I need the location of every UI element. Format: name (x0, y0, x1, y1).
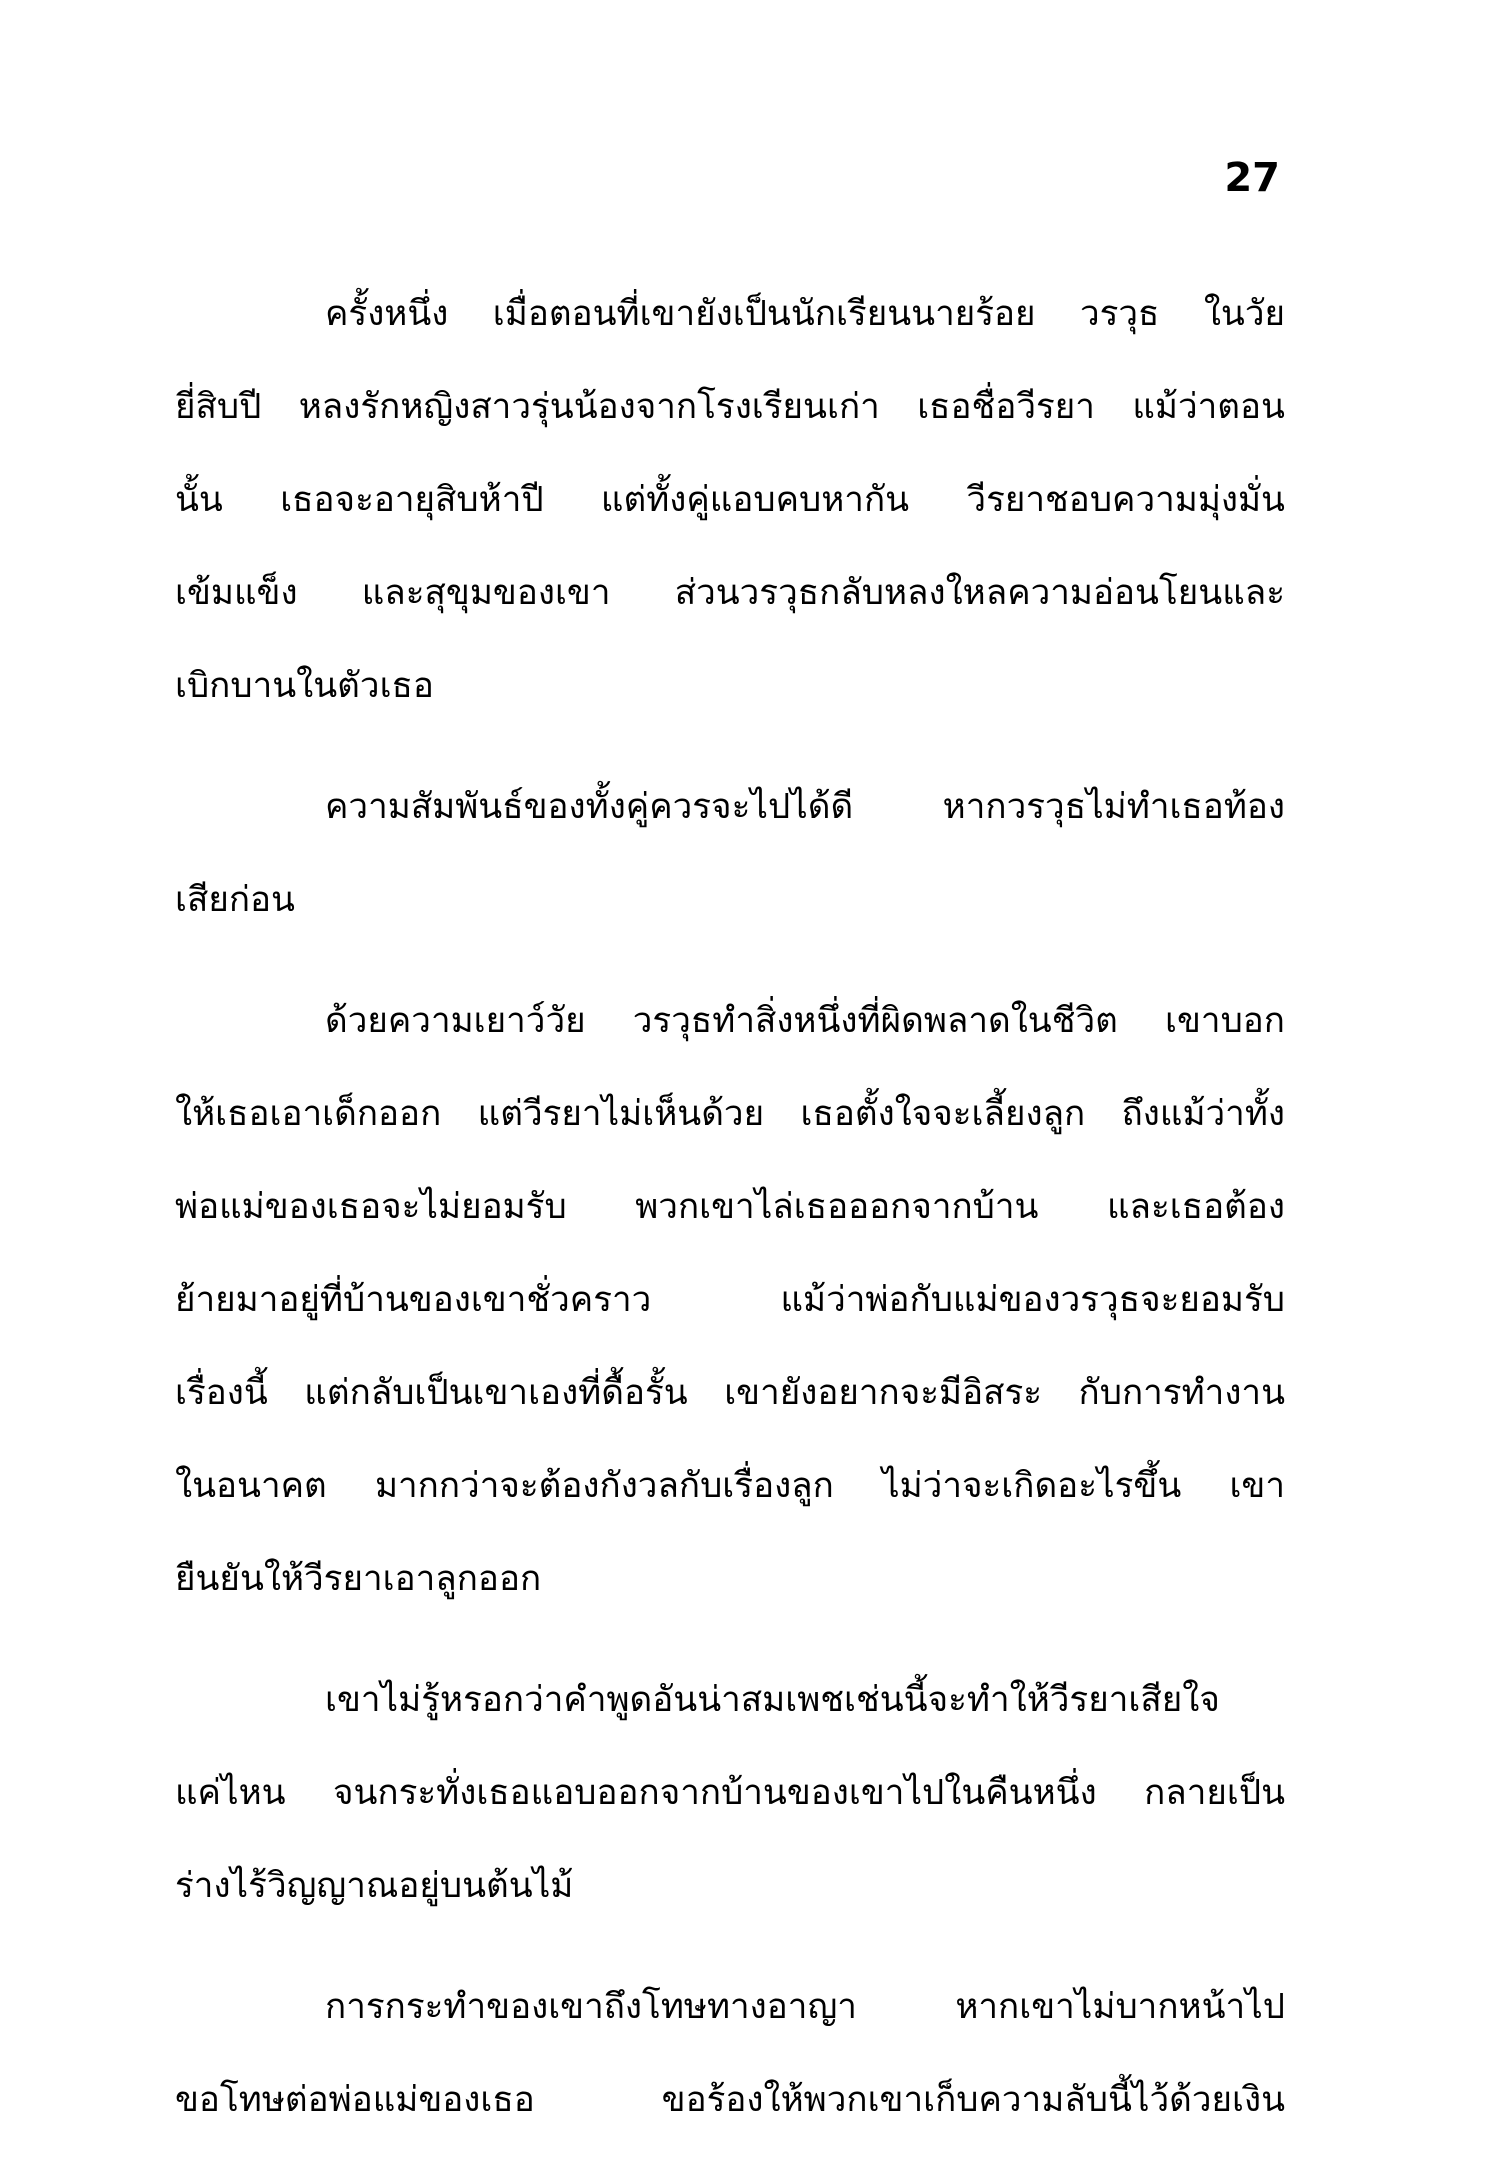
body-text (175, 268, 1285, 2175)
text-line: ในอนาคต มากกว่าจะต้องกังวลกับเรื่องลูก ไม่ว่าจะเกิดอะไรขึ้น เขา (175, 1466, 1285, 1506)
page-number: 27 (1224, 155, 1280, 201)
paragraph-1 (175, 268, 1285, 733)
text-line: เขาไม่รู้หรอกว่าคำพูดอันน่าสมเพชเช่นนี้จะทำให้วีรยาเสียใจ (325, 1680, 1220, 1720)
paragraph-4 (175, 1654, 1285, 1933)
text-line: ยี่สิบปี หลงรักหญิงสาวรุ่นน้องจากโรงเรียนเก่า เธอชื่อวีรยา แม้ว่าตอน (175, 387, 1285, 427)
text-line: ขอโทษต่อพ่อแม่ของเธอ ขอร้องให้พวกเขาเก็บความลับนี้ไว้ด้วยเงิน (175, 2080, 1285, 2120)
text-line: นั้น เธอจะอายุสิบห้าปี แต่ทั้งคู่แอบคบหากัน วีรยาชอบความมุ่งมั่น (175, 480, 1285, 520)
text-line: ความสัมพันธ์ของทั้งคู่ควรจะไปได้ดี หากวรวุธไม่ทำเธอท้อง (325, 787, 1285, 827)
text-line: ด้วยความเยาว์วัย วรวุธทำสิ่งหนึ่งที่ผิดพลาดในชีวิต เขาบอก (325, 1001, 1285, 1041)
text-line: เสียก่อน (175, 880, 295, 920)
paragraph-3 (175, 975, 1285, 1626)
text-line: แค่ไหน จนกระทั่งเธอแอบออกจากบ้านของเขาไปในคืนหนึ่ง กลายเป็น (175, 1773, 1285, 1813)
text-line: เรื่องนี้ แต่กลับเป็นเขาเองที่ดื้อรั้น เขายังอยากจะมีอิสระ กับการทำงาน (175, 1373, 1285, 1413)
text-line: การกระทำของเขาถึงโทษทางอาญา หากเขาไม่บากหน้าไป (325, 1987, 1285, 2027)
text-line: ให้เธอเอาเด็กออก แต่วีรยาไม่เห็นด้วย เธอตั้งใจจะเลี้ยงลูก ถึงแม้ว่าทั้ง (175, 1094, 1285, 1134)
text-line: ย้ายมาอยู่ที่บ้านของเขาชั่วคราว แม้ว่าพ่อกับแม่ของวรวุธจะยอมรับ (175, 1280, 1285, 1320)
paragraph-5 (175, 1961, 1285, 2147)
paragraph-2 (175, 761, 1285, 947)
text-line: พ่อแม่ของเธอจะไม่ยอมรับ พวกเขาไล่เธอออกจากบ้าน และเธอต้อง (175, 1187, 1285, 1227)
text-line: เข้มแข็ง และสุขุมของเขา ส่วนวรวุธกลับหลงใหลความอ่อนโยนและ (175, 573, 1285, 613)
text-line: ยืนยันให้วีรยาเอาลูกออก (175, 1559, 542, 1599)
text-line: ครั้งหนึ่ง เมื่อตอนที่เขายังเป็นนักเรียนนายร้อย วรวุธ ในวัย (325, 294, 1285, 334)
text-line: ร่างไร้วิญญาณอยู่บนต้นไม้ (175, 1866, 574, 1906)
text-line: เบิกบานในตัวเธอ (175, 666, 434, 706)
